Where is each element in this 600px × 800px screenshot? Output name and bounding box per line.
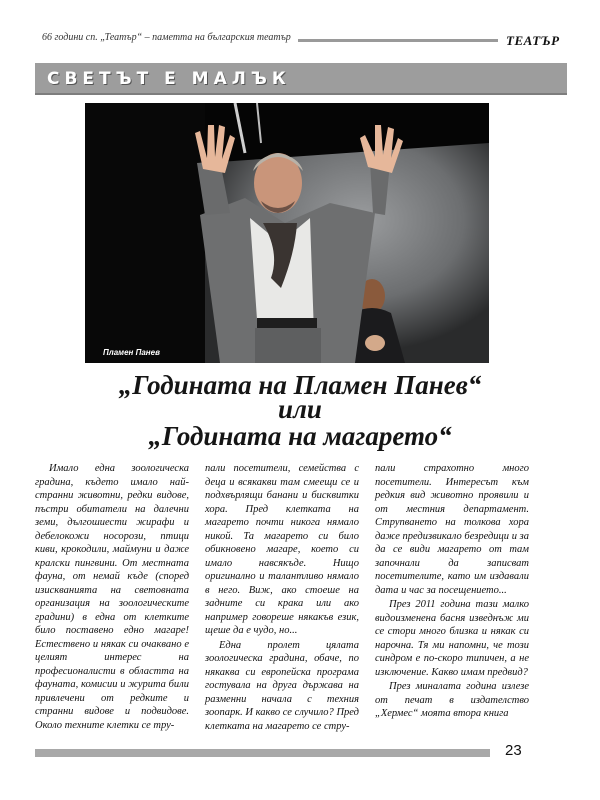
footer-bar (35, 749, 490, 757)
headline-line-1: „Годината на Пламен Панев“ (118, 370, 482, 400)
headline-line-2: или (278, 394, 322, 424)
paragraph: Имало една зоологическа градина, където имало най-странни животни, редки видове, пъстри обитатели на далечни земи, дългошиести жирафи и дебелокожи носорози, птици киви, крокодили, маймуни и даже кралски пингвини. От местната фауна, от немай къде (според изискванията на световната организация на зоологическите градини) в една от клетките било поставено едно магаре! Естествено и някак си очаквано е целият интерес на професионалисти в областта на фауната, комисии и журита били привлечени от редките и странни видове и подвидове. Около техните клетки се тру- (35, 463, 189, 731)
stage-photo-image (85, 103, 489, 363)
paragraph: Една пролет цялата зоологическа градина, обаче, по някаква си европейска програма гостувала на друга държава на разменни начала с техния зоопарк. И какво се случило? Пред клетката на магарето се стру- (205, 639, 359, 732)
article-column-3 (375, 462, 529, 721)
article-column-2 (205, 462, 359, 733)
page-number: 23 (505, 742, 522, 759)
section-banner (35, 63, 567, 95)
section-title: СВЕТЪТ Е МАЛЪК (47, 69, 291, 89)
running-title: 66 години сп. „Театър“ – паметта на българския театър (42, 32, 291, 43)
running-header (35, 31, 575, 45)
paragraph: пали страхотно много посетители. Интересът към редкия вид животно проявили и от местния департамент. Струпването на толкова хора даже предизвикало безредици и за да се види магарето от там започнали да записват посетителите, като им издавали дата и час за посещението... (375, 463, 529, 596)
magazine-logo: ТЕАТЪР (506, 33, 560, 48)
headline-line-3: „Годината на магарето“ (148, 421, 452, 451)
paragraph: През миналата година излезе от печат в издателство „Хермес“ моята втора книга (375, 681, 529, 719)
article-photo (85, 103, 489, 363)
header-rule (298, 39, 498, 42)
paragraph: През 2011 година тази малко видоизменена басня изведнъж ми се стори много близка и някак си нарочна. Тя ми напомни, че този синдром е по-скоро типичен, а не изключение. Какво имам предвид? (375, 599, 529, 678)
paragraph: пали посетители, семейства с деца и всякакви там смеещи се и подхвърлящи банани и бисквитки хора. Пред клетката на магарето почти никога нямало никой. Та магарето си било обикновено магаре, което си имало навсякъде. Нищо оригинално и талантливо нямало в него. Виж, ако стоеше на задните си крака или ако например говореше някакъв език, щеше да е чудо, но... (205, 463, 359, 636)
article-column-1 (35, 462, 189, 732)
photo-caption: Пламен Панев (103, 348, 160, 357)
